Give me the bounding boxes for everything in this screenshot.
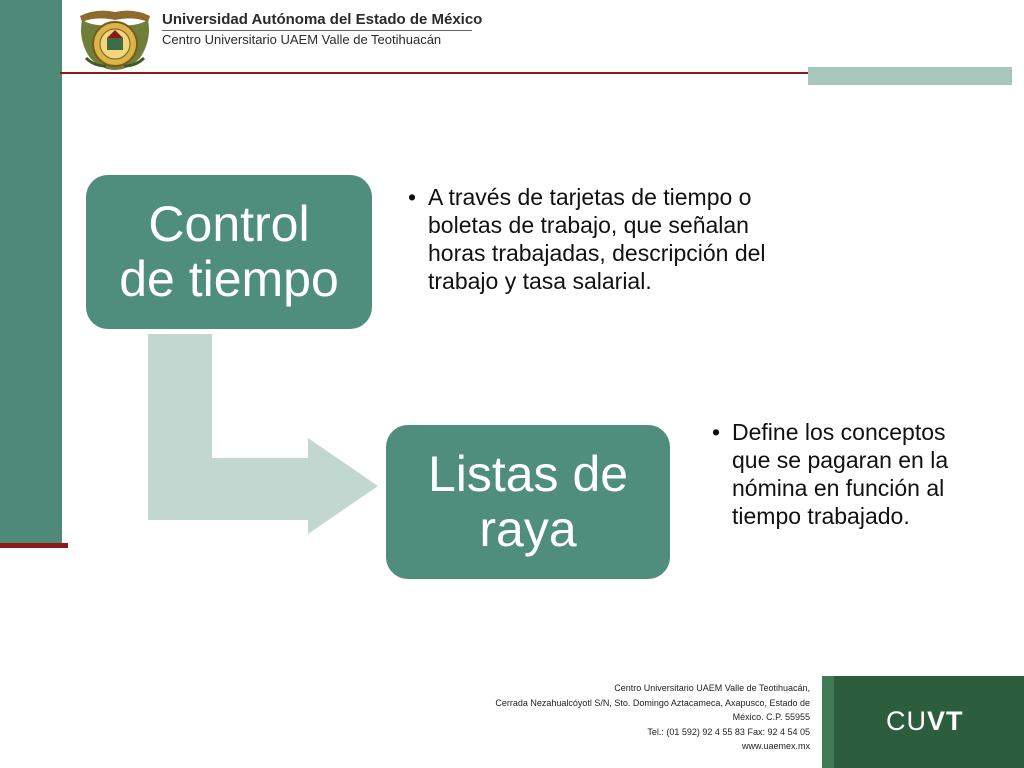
campus-name: Centro Universitario UAEM Valle de Teotihuacán xyxy=(162,32,442,47)
cuvt-logo-prefix: CU xyxy=(886,706,927,736)
box1-line2: de tiempo xyxy=(119,251,339,307)
footer-line5: www.uaemex.mx xyxy=(741,741,810,751)
bullet-dot: • xyxy=(712,419,721,445)
cuvt-logo-suffix: VT xyxy=(927,706,964,736)
control-de-tiempo-box xyxy=(86,175,372,329)
box2-line1: Listas de xyxy=(427,446,629,502)
control-de-tiempo-bullet xyxy=(408,183,768,295)
listas-de-raya-bullet xyxy=(712,418,962,530)
footer-line3: México. C.P. 55955 xyxy=(732,712,810,722)
university-name: Universidad Autónoma del Estado de México xyxy=(162,11,483,28)
box1-line1: Control xyxy=(148,196,310,252)
footer-line4: Tel.: (01 592) 92 4 55 83 Fax: 92 4 54 05 xyxy=(647,726,810,737)
listas-de-raya-box xyxy=(386,425,670,579)
bullet2-text: Define los conceptos que se pagaran en la nómina en función al tiempo trabajado. xyxy=(732,419,949,529)
bullet1-text: A través de tarjetas de tiempo o boletas de trabajo, que señalan horas trabajadas, descripción del trabajo y tasa salarial. xyxy=(428,184,766,294)
cuvt-logo xyxy=(886,706,964,737)
footer-line1: Centro Universitario UAEM Valle de Teotihuacán, xyxy=(614,683,810,693)
footer-line2: Cerrada Nezahualcóyotl S/N, Sto. Domingo Aztacameca, Axapusco, Estado de xyxy=(495,697,810,708)
cuvt-logo-strip xyxy=(822,676,834,768)
box2-line2: raya xyxy=(479,501,577,557)
bullet-dot: • xyxy=(408,184,417,210)
footer-address xyxy=(450,681,810,754)
